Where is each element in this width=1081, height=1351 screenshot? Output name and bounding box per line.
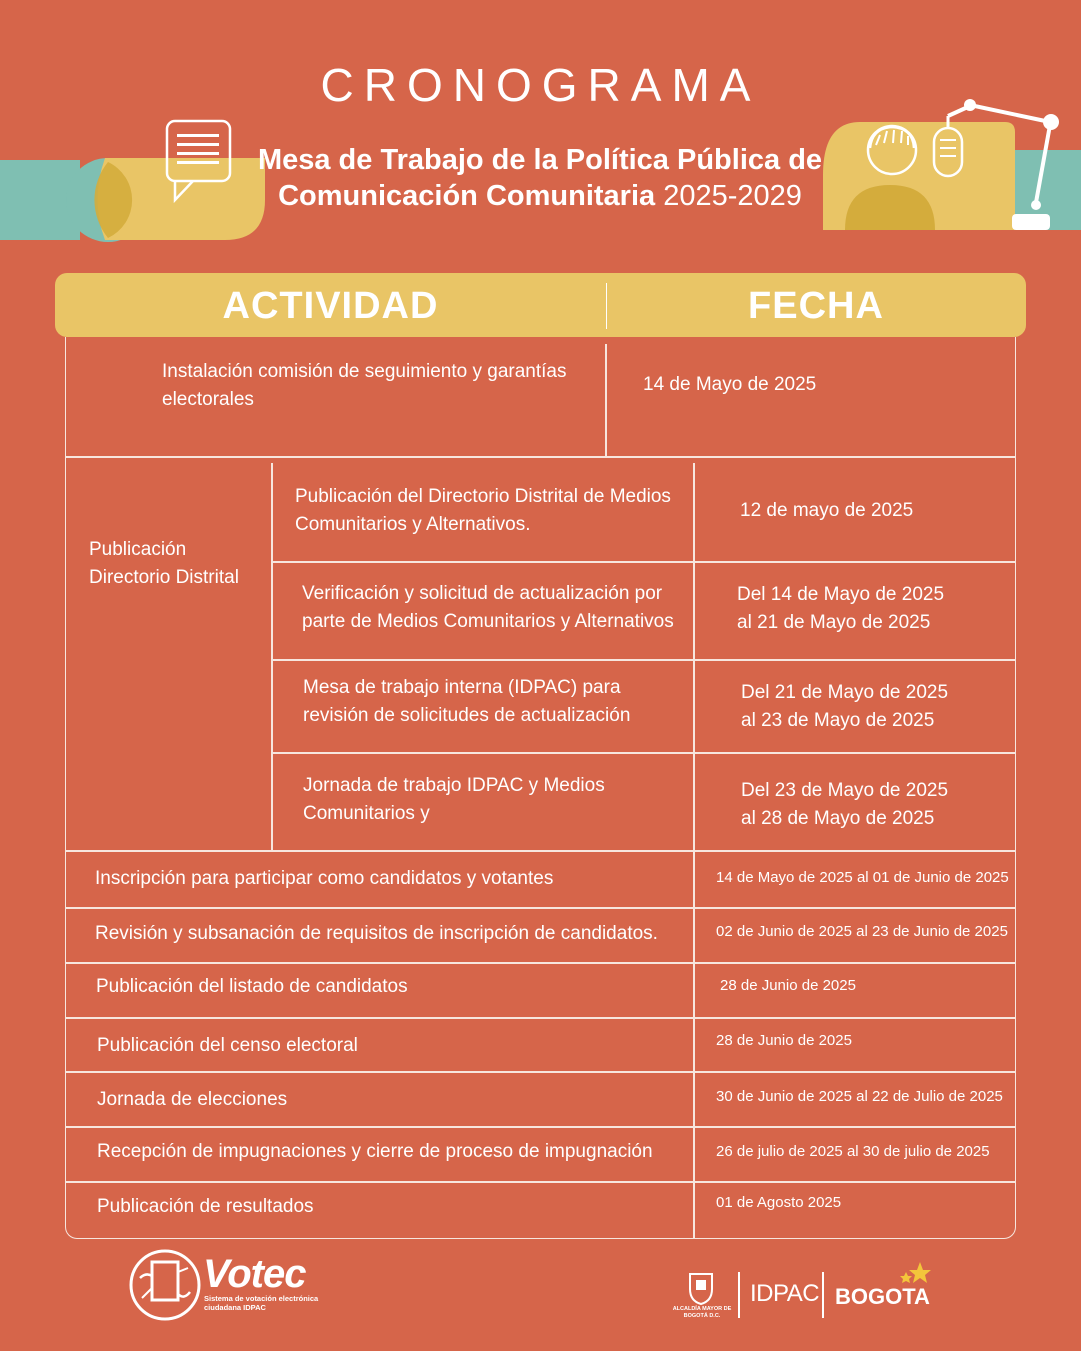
row-date: 28 de Junio de 2025 — [720, 977, 856, 994]
row-divider — [272, 561, 1016, 563]
stars-icon — [898, 1260, 932, 1290]
row-date: 02 de Junio de 2025 al 23 de Junio de 2025 — [716, 923, 1008, 940]
group-item-date: Del 14 de Mayo de 2025 al 21 de Mayo de 2025 — [737, 584, 945, 633]
row-date: 01 de Agosto 2025 — [716, 1194, 842, 1211]
column-divider — [693, 463, 695, 1239]
page-title — [230, 142, 850, 214]
group-item-activity: Mesa de trabajo interna (IDPAC) para revisión de solicitudes de actualización — [303, 677, 631, 726]
row-date: 14 de Mayo de 2025 — [643, 374, 817, 395]
votec-logo-icon — [128, 1248, 202, 1322]
row-activity: Instalación comisión de seguimiento y garantías electorales — [162, 361, 567, 410]
title-year: 2025-2029 — [663, 180, 802, 212]
row-activity: Inscripción para participar como candidatos y votantes — [95, 868, 554, 889]
header-illustrations — [0, 0, 1081, 260]
votec-tagline: Sistema de votación electrónica ciudadana IDPAC — [204, 1294, 319, 1312]
row-divider — [65, 1126, 1016, 1128]
alcaldia-label: ALCALDÍA MAYOR DE BOGOTÁ D.C. — [672, 1306, 732, 1319]
row-activity: Recepción de impugnaciones y cierre de proceso de impugnación — [97, 1141, 653, 1162]
row-date: 30 de Junio de 2025 al 22 de Julio de 2025 — [716, 1088, 1003, 1105]
idpac-logo: IDPAC — [750, 1280, 820, 1307]
group-item-activity: Verificación y solicitud de actualización por parte de Medios Comunitarios y Alternativos — [302, 583, 674, 632]
row-divider — [65, 850, 1016, 852]
group-item-date: 12 de mayo de 2025 — [740, 500, 914, 521]
row-activity: Publicación del censo electoral — [97, 1035, 358, 1056]
group-item-date: Del 23 de Mayo de 2025 al 28 de Mayo de 2025 — [741, 780, 949, 829]
row-date: 26 de julio de 2025 al 30 de julio de 2025 — [716, 1143, 990, 1160]
coat-of-arms-icon — [686, 1271, 716, 1305]
row-activity: Publicación de resultados — [97, 1196, 314, 1217]
row-activity: Publicación del listado de candidatos — [96, 976, 408, 997]
row-date: 14 de Mayo de 2025 al 01 de Junio de 2025 — [716, 869, 1009, 886]
group-label: Publicación Directorio Distrital — [89, 539, 239, 588]
row-divider — [272, 659, 1016, 661]
votec-name: Votec — [203, 1252, 306, 1296]
row-activity: Revisión y subsanación de requisitos de inscripción de candidatos. — [95, 923, 658, 944]
group-item-date: Del 21 de Mayo de 2025 al 23 de Mayo de 2025 — [741, 682, 949, 731]
logo-divider — [738, 1272, 740, 1318]
column-header-activity: ACTIVIDAD — [222, 285, 439, 327]
row-divider — [65, 962, 1016, 964]
column-divider — [271, 463, 273, 850]
table-header — [55, 273, 1026, 337]
group-item-activity: Publicación del Directorio Distrital de Medios Comunitarios y Alternativos. — [295, 486, 671, 535]
row-divider — [65, 1071, 1016, 1073]
logo-divider — [822, 1272, 824, 1318]
bogota-logo: BOGOTA — [835, 1284, 930, 1309]
column-header-date: FECHA — [748, 285, 884, 327]
group-item-activity: Jornada de trabajo IDPAC y Medios Comunitarios y — [303, 775, 605, 824]
column-divider — [605, 344, 607, 456]
row-date: 28 de Junio de 2025 — [716, 1032, 852, 1049]
row-divider — [272, 752, 1016, 754]
title-main: Mesa de Trabajo de la Política Pública de Comunicación Comunitaria — [257, 144, 823, 212]
row-divider — [65, 1017, 1016, 1019]
page-kicker: CRONOGRAMA — [320, 59, 761, 111]
row-divider — [65, 1181, 1016, 1183]
row-activity: Jornada de elecciones — [97, 1089, 288, 1110]
row-divider — [65, 907, 1016, 909]
row-divider — [65, 456, 1016, 458]
